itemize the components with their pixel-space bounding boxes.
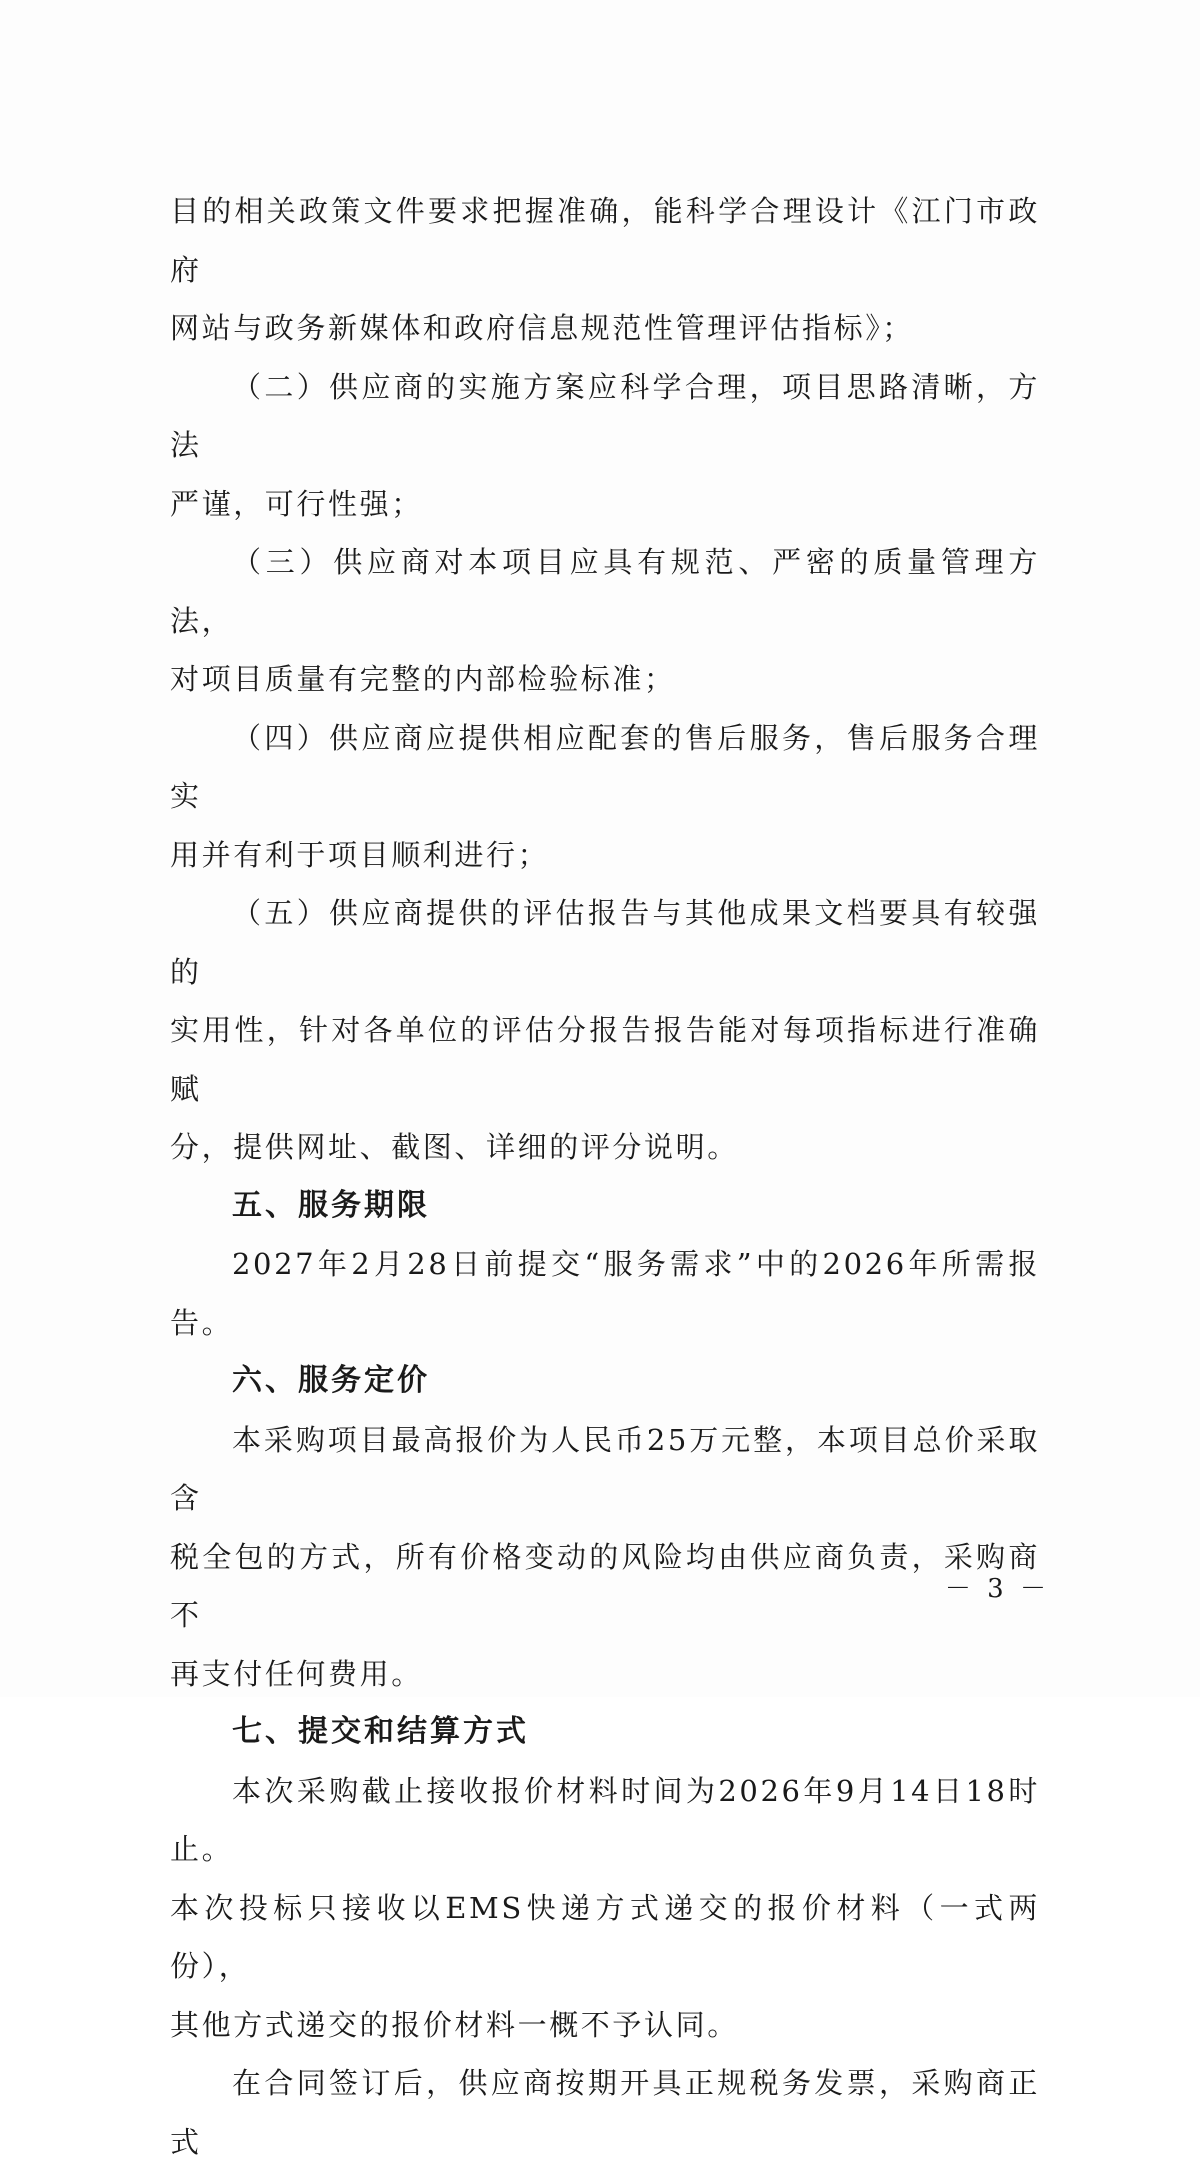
paragraph-settlement xyxy=(170,2054,1040,2171)
text-line: 2027年2月28日前提交“服务需求”中的2026年所需报告。 xyxy=(170,1247,1040,1340)
section-heading-submission-settlement: 七、提交和结算方式 xyxy=(232,1714,529,1749)
page-number: － 3 － xyxy=(944,1574,1050,1604)
paragraph-item-5 xyxy=(170,884,1040,1177)
text-line: （五）供应商提供的评估报告与其他成果文档要具有较强的 xyxy=(170,896,1040,989)
text-line: 用并有利于项目顺利进行； xyxy=(170,837,550,872)
text-line: 本次采购截止接收报价材料时间为2026年9月14日18时止。 xyxy=(170,1773,1040,1866)
text-line: 本次投标只接收以EMS快递方式递交的报价材料（一式两份）， xyxy=(170,1890,1040,1983)
text-line: 目的相关政策文件要求把握准确，能科学合理设计《江门市政府 xyxy=(170,194,1040,287)
document-body xyxy=(170,182,1040,2171)
text-line: 严谨，可行性强； xyxy=(170,486,423,521)
paragraph-item-2 xyxy=(170,358,1040,534)
text-line: 税全包的方式，所有价格变动的风险均由供应商负责，采购商不 xyxy=(170,1539,1040,1632)
paragraph-item-4 xyxy=(170,709,1040,885)
text-line: 对项目质量有完整的内部检验标准； xyxy=(170,662,676,696)
text-line: 实用性，针对各单位的评估分报告报告能对每项指标进行准确赋 xyxy=(170,1013,1040,1106)
text-line: 再支付任何费用。 xyxy=(170,1656,423,1691)
text-line: 其他方式递交的报价材料一概不予认同。 xyxy=(170,2007,739,2042)
text-line: （三）供应商对本项目应具有规范、严密的质量管理方法， xyxy=(170,545,1040,638)
paragraph-service-period xyxy=(170,1235,1040,1352)
text-line: （二）供应商的实施方案应科学合理，项目思路清晰，方法 xyxy=(170,369,1040,462)
text-line: 网站与政务新媒体和政府信息规范性管理评估指标》； xyxy=(170,311,914,345)
text-line: 分，提供网址、截图、详细的评分说明。 xyxy=(170,1130,739,1164)
text-line: 本采购项目最高报价为人民币25万元整，本项目总价采取含 xyxy=(170,1422,1040,1515)
paragraph-submission-deadline xyxy=(170,1762,1040,2055)
section-heading-service-period: 五、服务期限 xyxy=(232,1187,430,1223)
section-heading-service-pricing: 六、服务定价 xyxy=(232,1363,430,1398)
text-line: 在合同签订后，供应商按期开具正规税务发票，采购商正式 xyxy=(170,2066,1040,2159)
paragraph-service-pricing xyxy=(170,1411,1040,1704)
paragraph-item-3 xyxy=(170,533,1040,709)
text-line: （四）供应商应提供相应配套的售后服务，售后服务合理实 xyxy=(170,720,1040,813)
paragraph-policy-criteria xyxy=(170,182,1040,358)
